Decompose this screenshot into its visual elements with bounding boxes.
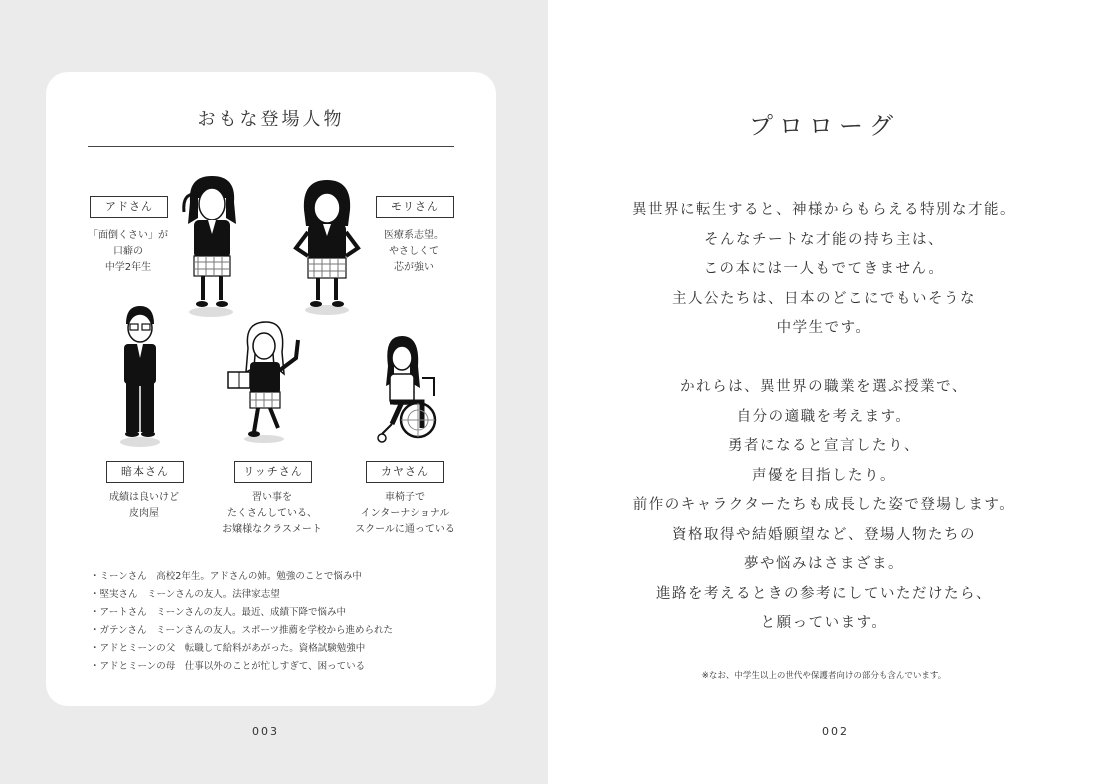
- prologue-paragraph-2: [548, 373, 1100, 639]
- text-line: 勇者になると宣言したり、: [728, 438, 920, 454]
- text-line: 資格取得や結婚願望など、登場人物たちの: [672, 526, 976, 543]
- ad-san-illustration: [176, 172, 246, 320]
- character-desc-rich: 習い事を たくさんしている、 お嬢様なクラスメート: [222, 492, 322, 535]
- text-line: 主人公たちは、日本のどこにでもいそうな: [672, 290, 976, 307]
- prologue-title: プロローグ: [749, 112, 899, 140]
- character-name-rich: リッチさん: [234, 461, 312, 483]
- character-name-ad: アドさん: [90, 196, 168, 218]
- prologue-note: ※なお、中学生以上の世代や保護者向けの部分も含んでいます。: [701, 671, 947, 681]
- list-item: ・アドとミーンの父 転職して給料があがった。資格試験勉強中: [90, 643, 366, 654]
- character-name-kuramoto: 暗本さん: [106, 461, 184, 483]
- text-line: 進路を考えるときの参考にしていただけたら、: [656, 585, 992, 602]
- rich-san-illustration: [224, 318, 308, 446]
- text-line: 異世界に転生すると、神様からもらえる特別な才能。: [632, 202, 1016, 218]
- page-number-left: 003: [252, 725, 279, 738]
- other-characters-list: [90, 568, 393, 676]
- text-line: と願っています。: [760, 615, 888, 631]
- page-number-right: 002: [822, 725, 849, 738]
- character-name-kaya: カヤさん: [366, 461, 444, 483]
- list-item: ・ミーンさん 高校2年生。アドさんの姉。勉強のことで悩み中: [90, 571, 362, 582]
- right-page: [548, 0, 1100, 784]
- text-line: 中学生です。: [776, 320, 872, 336]
- list-item: ・アートさん ミーンさんの友人。最近、成績下降で悩み中: [90, 607, 347, 618]
- prologue-paragraph-1: [548, 196, 1100, 344]
- characters-title: おもな登場人物: [197, 109, 345, 130]
- text-line: かれらは、異世界の職業を選ぶ授業で、: [680, 379, 968, 395]
- text-line: 前作のキャラクターたちも成長した姿で登場します。: [632, 497, 1016, 513]
- kaya-san-illustration: [362, 332, 442, 450]
- text-line: 自分の適職を考えます。: [736, 408, 912, 425]
- character-card: [46, 72, 496, 706]
- character-desc-kuramoto: 成績は良いけど 皮肉屋: [109, 492, 179, 519]
- character-desc-kaya: 車椅子で インターナショナル スクールに通っている: [355, 492, 455, 535]
- character-desc-ad: 「面倒くさい」が 口癖の 中学2年生: [88, 230, 168, 273]
- character-name-mori: モリさん: [376, 196, 454, 218]
- text-line: 夢や悩みはさまざま。: [744, 556, 904, 572]
- left-page: [0, 0, 548, 784]
- kuramoto-san-illustration: [110, 302, 170, 450]
- list-item: ・堅実さん ミーンさんの友人。法律家志望: [90, 589, 280, 600]
- list-item: ・アドとミーンの母 仕事以外のことが忙しすぎて、困っている: [90, 661, 366, 672]
- title-divider: [88, 146, 454, 147]
- text-line: そんなチートな才能の持ち主は、: [704, 231, 944, 248]
- text-line: この本には一人もでてきません。: [703, 261, 945, 277]
- text-line: 声優を目指したり。: [752, 467, 896, 484]
- list-item: ・ガテンさん ミーンさんの友人。スポーツ推薦を学校から進められた: [90, 625, 393, 636]
- character-desc-mori: 医療系志望。 やさしくて 芯が強い: [384, 230, 444, 273]
- mori-san-illustration: [292, 176, 362, 318]
